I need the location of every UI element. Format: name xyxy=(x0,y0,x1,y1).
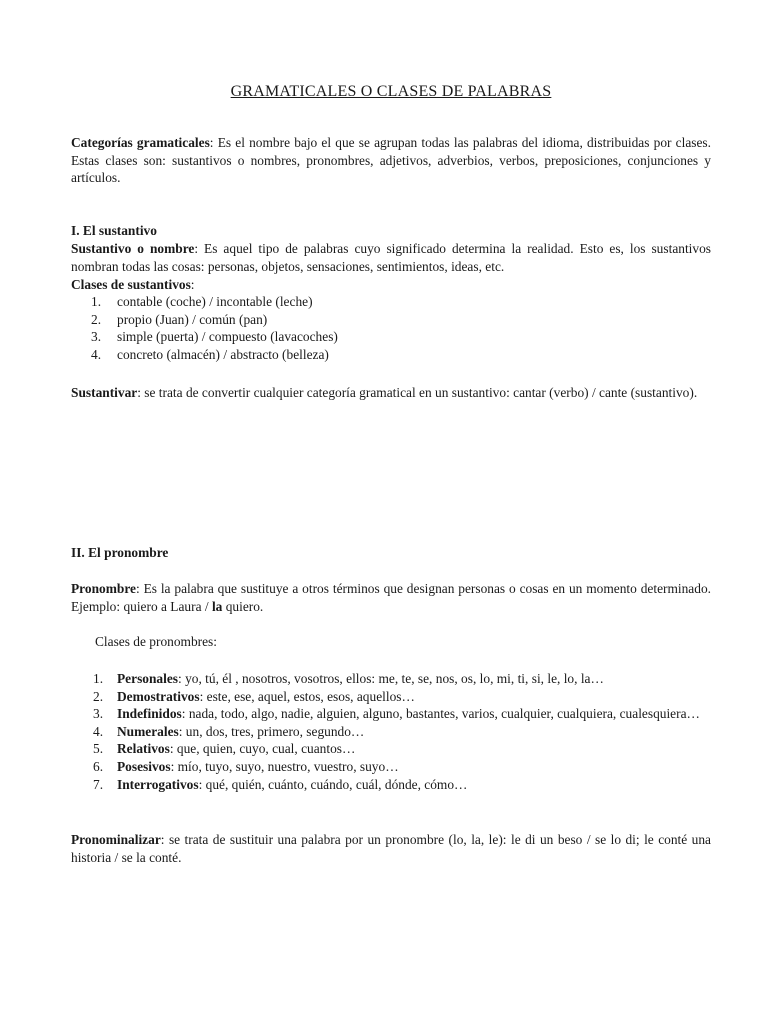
pronombre-term: Pronombre xyxy=(71,581,136,596)
list-item: 7. Interrogativos: qué, quién, cuánto, cuándo, cuál, dónde, cómo… xyxy=(93,776,468,792)
pronombre-definition: Pronombre: Es la palabra que sustituye a otros términos que designan personas o cosas en un momento determinado. Ejemplo: quiero a Laura / la quiero. xyxy=(71,581,711,614)
document-title: GRAMATICALES O CLASES DE PALABRAS xyxy=(230,83,552,100)
sustantivo-definition xyxy=(71,240,711,275)
document-page xyxy=(71,0,711,1024)
pronombre-classes-label: Clases de pronombres: xyxy=(95,634,217,649)
pronominalizar-text: : se trata de sustituir una palabra por un pronombre (lo, la, le): le di un beso / se lo di; le conté una historia / se la conté. xyxy=(71,832,711,865)
sustantivo-term: Sustantivo o nombre xyxy=(71,241,195,256)
list-item: 3. simple (puerta) / compuesto (lavacoches) xyxy=(91,329,338,345)
sustantivo-classes-list xyxy=(71,293,711,363)
intro-text: : Es el nombre bajo el que se agrupan todas las palabras del idioma, distribuidas por clases. Estas clases son: sustantivos o nombres, pronombres, adjetivos, adverbios, verbos, preposiciones, conjunciones y artículos. xyxy=(71,135,711,186)
list-item: 2. Demostrativos: este, ese, aquel, estos, esos, aquellos… xyxy=(93,688,415,704)
list-item: 5. Relativos: que, quien, cuyo, cual, cuantos… xyxy=(93,741,356,757)
intro-paragraph xyxy=(71,134,711,187)
list-item: 6. Posesivos: mío, tuyo, suyo, nuestro, vuestro, suyo… xyxy=(93,758,399,774)
intro-term: Categorías gramaticales xyxy=(71,135,210,150)
list-item: 1. Personales: yo, tú, él , nosotros, vosotros, ellos: me, te, se, nos, os, lo, mi, ti, si, le, lo, la… xyxy=(93,671,604,686)
list-item: 2. propio (Juan) / común (pan) xyxy=(91,311,268,327)
list-item: 3. Indefinidos: nada, todo, algo, nadie, alguien, alguno, bastantes, varios, cualquier, cualquiera, cualesquiera… xyxy=(93,706,700,722)
list-item: 1. contable (coche) / incontable (leche) xyxy=(91,294,313,309)
section2-heading: II. El pronombre xyxy=(71,545,169,560)
section1-heading: I. El sustantivo xyxy=(71,223,157,238)
list-item: 4. Numerales: un, dos, tres, primero, segundo… xyxy=(93,723,365,739)
sustantivar-term: Sustantivar xyxy=(71,385,138,400)
sustantivo-text: : Es aquel tipo de palabras cuyo significado determina la realidad. Esto es, los sustantivos nombran todas las cosas: personas, objetos, sensaciones, sentimientos, ideas, etc. xyxy=(71,241,711,274)
sustantivar-text: : se trata de convertir cualquier categoría gramatical en un sustantivo: cantar (verbo) / cante (sustantivo). xyxy=(137,385,698,400)
list-item: 4. concreto (almacén) / abstracto (belleza) xyxy=(91,346,329,362)
pronombre-classes-list xyxy=(71,670,711,793)
sustantivar-paragraph xyxy=(71,384,711,402)
sustantivo-classes-heading: Clases de sustantivos: xyxy=(71,277,195,292)
pronominalizar-term: Pronominalizar xyxy=(71,832,161,847)
pronominalizar-paragraph xyxy=(71,831,711,866)
